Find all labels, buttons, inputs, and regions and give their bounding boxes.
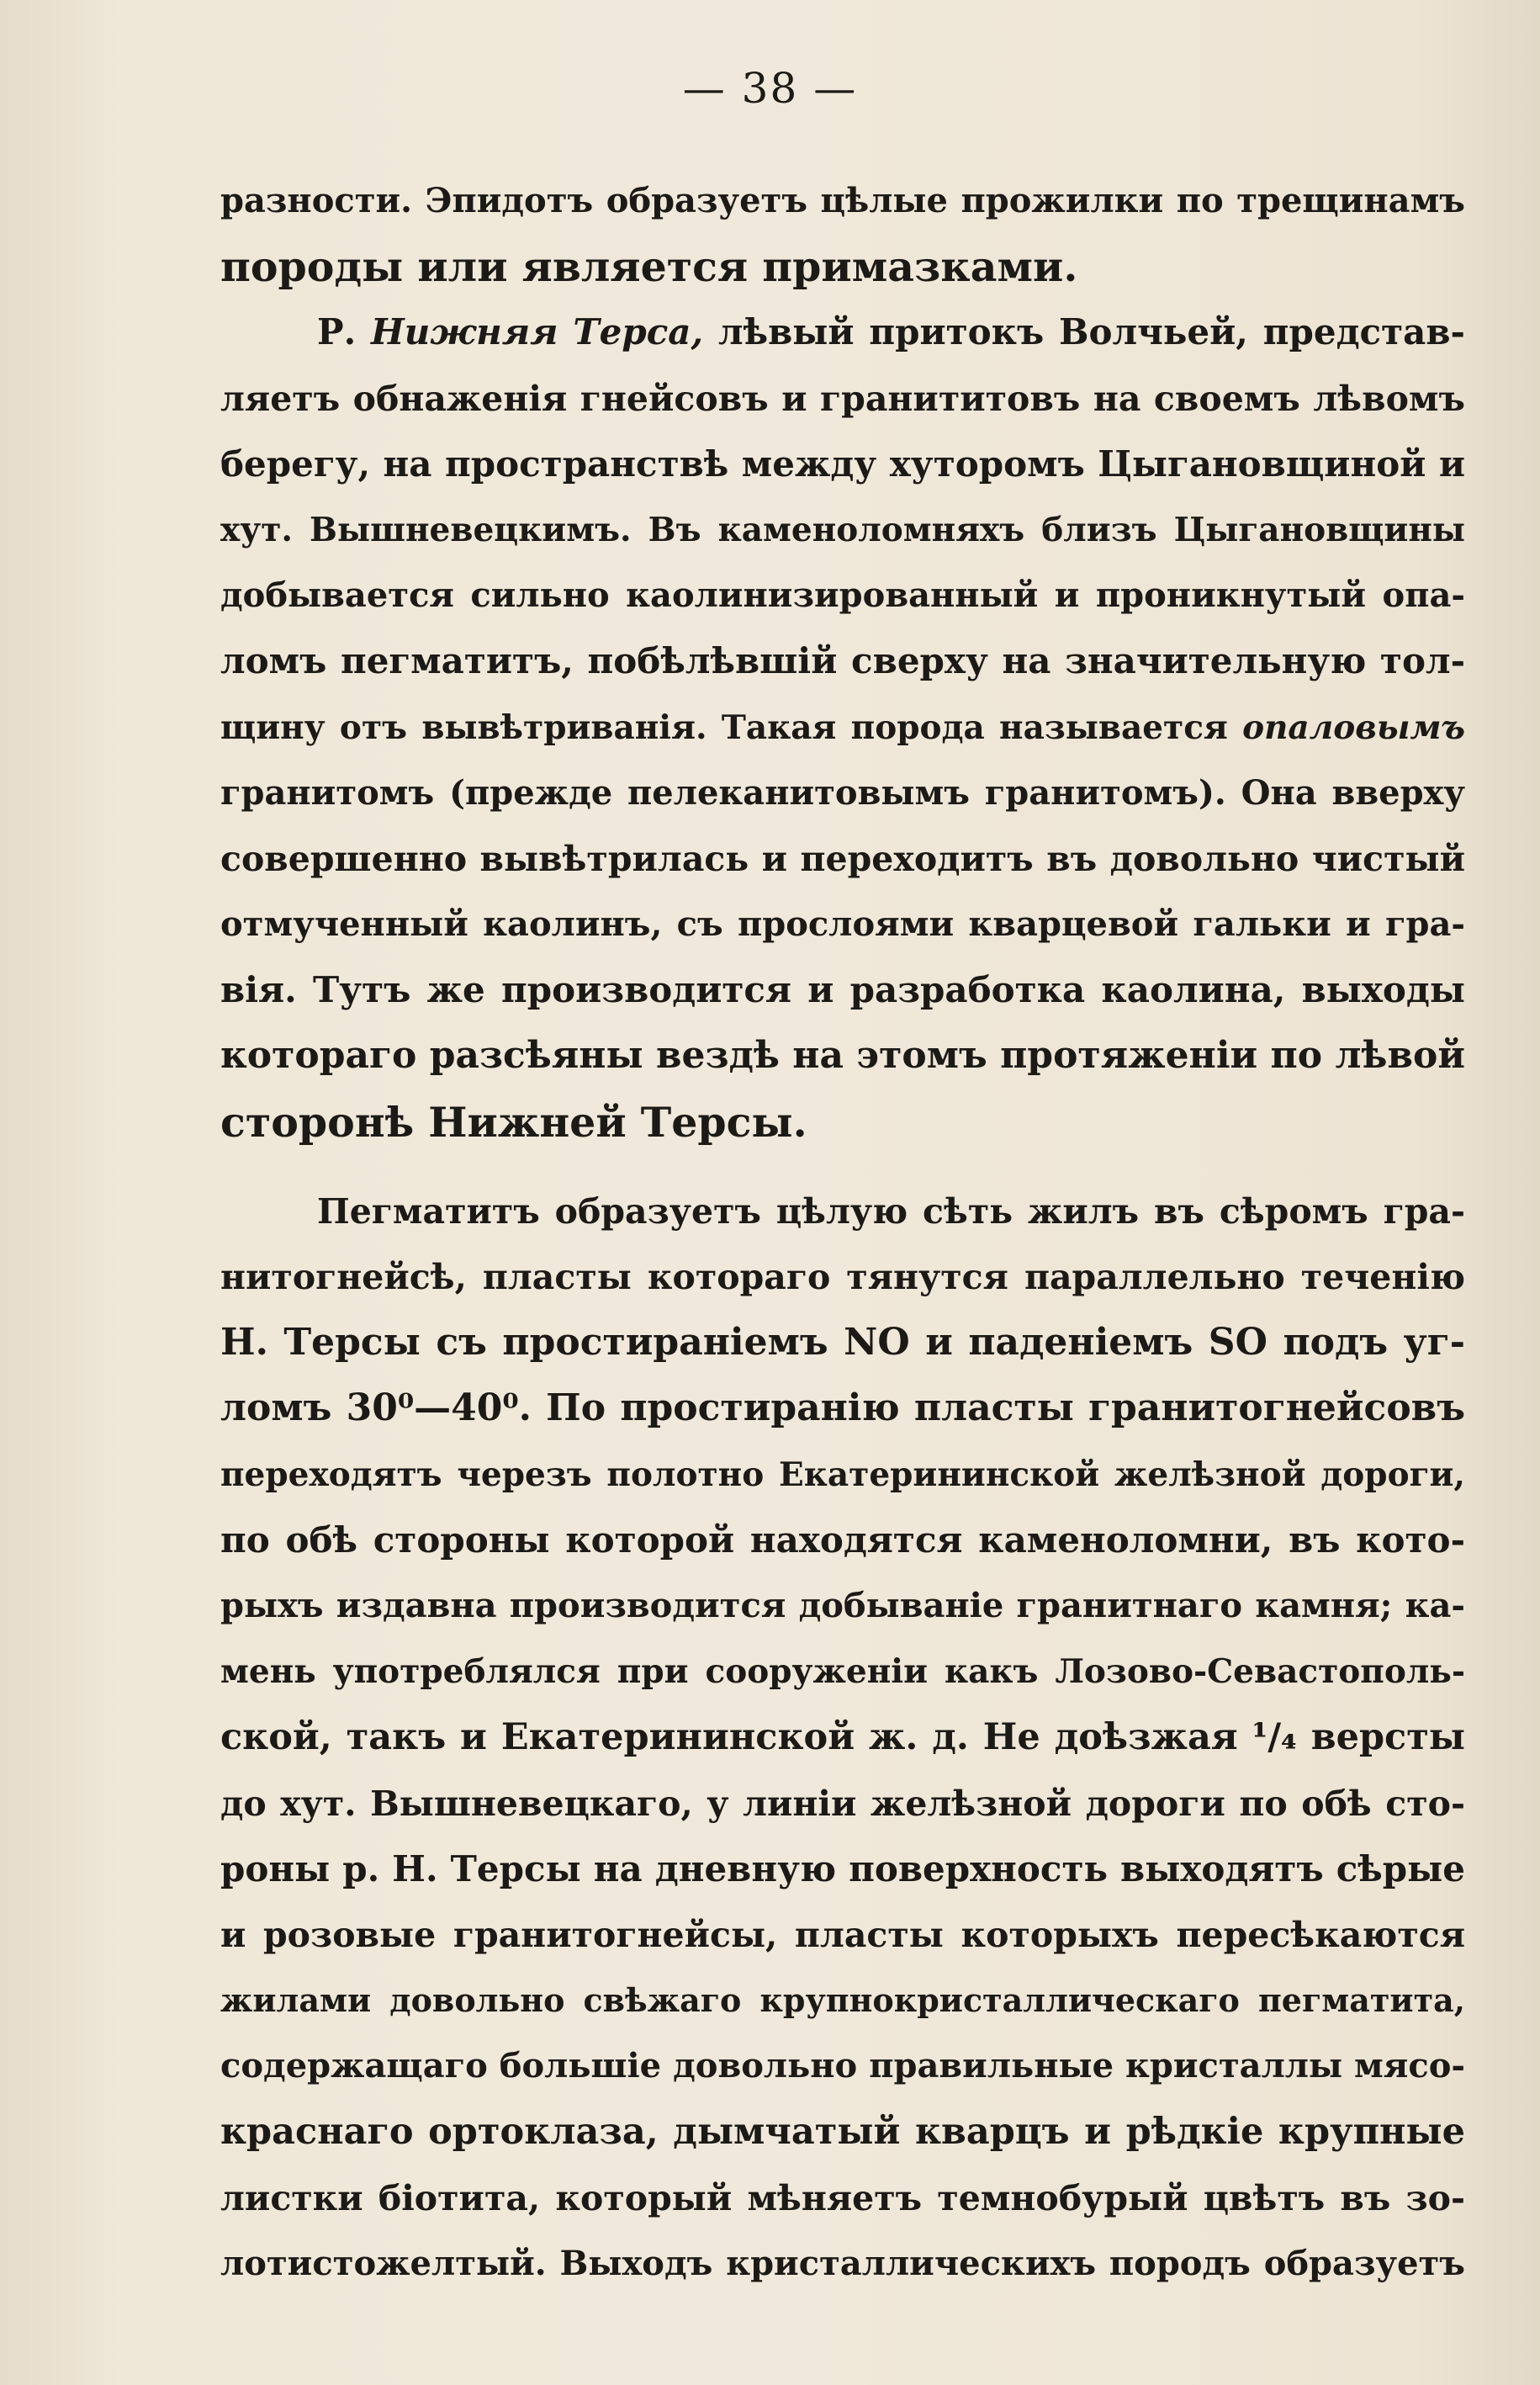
text-line: лотистожелтый. Выходъ кристаллическихъ породъ образуетъ [220,2243,1465,2283]
text-line: ской, такъ и Екатерининской ж. д. Не доѣзжая ¹/₄ версты [220,1716,1465,1759]
text-line: совершенно вывѣтрилась и переходитъ въ довольно чистый [220,838,1465,879]
page-number: — 38 — [682,64,858,113]
text-line: добывается сильно каолинизированный и проникнутый опа- [220,575,1465,616]
text-line [220,695,1465,761]
text-line: краснаго ортоклаза, дымчатый кварцъ и рѣдкіе крупные [220,2111,1465,2154]
line-fragment: Р. [317,311,372,353]
text-line: Н. Терсы съ простираніемъ NO и паденіемъ SO подъ уг- [220,1321,1465,1365]
text-line: хут. Вышневецкимъ. Въ каменоломняхъ близъ Цыгановщины [220,510,1465,549]
italic-term: Нижняя Терса, [371,311,704,353]
text-body [220,168,1465,2297]
text-line: нитогнейсѣ, пласты котораго тянутся параллельно теченію [220,1257,1465,1297]
text-line: ляетъ обнаженія гнейсовъ и гранититовъ на своемъ лѣвомъ [220,378,1465,419]
text-line: рыхъ издавна производится добываніе гранитнаго камня; ка- [220,1585,1465,1625]
text-line: гранитомъ (прежде пелеканитовымъ гранитомъ). Она вверху [220,772,1465,813]
text-line: сторонѣ Нижней Терсы. [220,1097,807,1147]
text-line: мень употреблялся при сооруженіи какъ Лозово-Севастополь- [220,1652,1465,1692]
text-line: жилами довольно свѣжаго крупнокристаллическаго пегматита, [220,1981,1465,2020]
text-line: ломъ 30⁰—40⁰. По простиранію пласты гранитогнейсовъ [220,1386,1465,1430]
text-line: породы или является примазками. [220,242,1078,292]
text-line: вія. Тутъ же производится и разработка каолина, выходы [220,969,1465,1011]
text-line: берегу, на пространствѣ между хуторомъ Цыгановщиной и [220,443,1465,485]
line-fragment: лѣвый притокъ Волчьей, представ- [703,311,1465,353]
text-line: листки біотита, который мѣняетъ темнобурый цвѣтъ въ зо- [220,2177,1465,2218]
italic-term: опаловымъ [1242,708,1465,747]
text-line: отмученный каолинъ, съ прослоями кварцевой гальки и гра- [220,904,1465,945]
text-line: разности. Эпидотъ образуетъ цѣлые прожилки по трещинамъ [220,181,1465,220]
text-line: роны р. Н. Терсы на дневную поверхность выходятъ сѣрые [220,1847,1465,1889]
text-line: и розовые гранитогнейсы, пласты которыхъ пересѣкаются [220,1914,1465,1955]
text-line: переходятъ черезъ полотно Екатерининской желѣзной дороги, [220,1455,1465,1494]
line-fragment: щину отъ вывѣтриванія. Такая порода называется [220,708,1243,747]
text-line: котораго разсѣяны вездѣ на этомъ протяженіи по лѣвой [220,1034,1465,1078]
text-line: ломъ пегматитъ, побѣлѣвшій сверху на значительную тол- [220,640,1465,682]
text-line: Пегматитъ образуетъ цѣлую сѣть жилъ въ сѣромъ гра- [317,1190,1465,1232]
text-line: до хут. Вышневецкаго, у линіи желѣзной дороги по обѣ сто- [220,1783,1465,1824]
text-line: содержащаго большіе довольно правильные кристаллы мясо- [220,2046,1465,2086]
text-line [220,299,1465,365]
text-line: по обѣ стороны которой находятся каменоломни, въ кото- [220,1518,1465,1561]
